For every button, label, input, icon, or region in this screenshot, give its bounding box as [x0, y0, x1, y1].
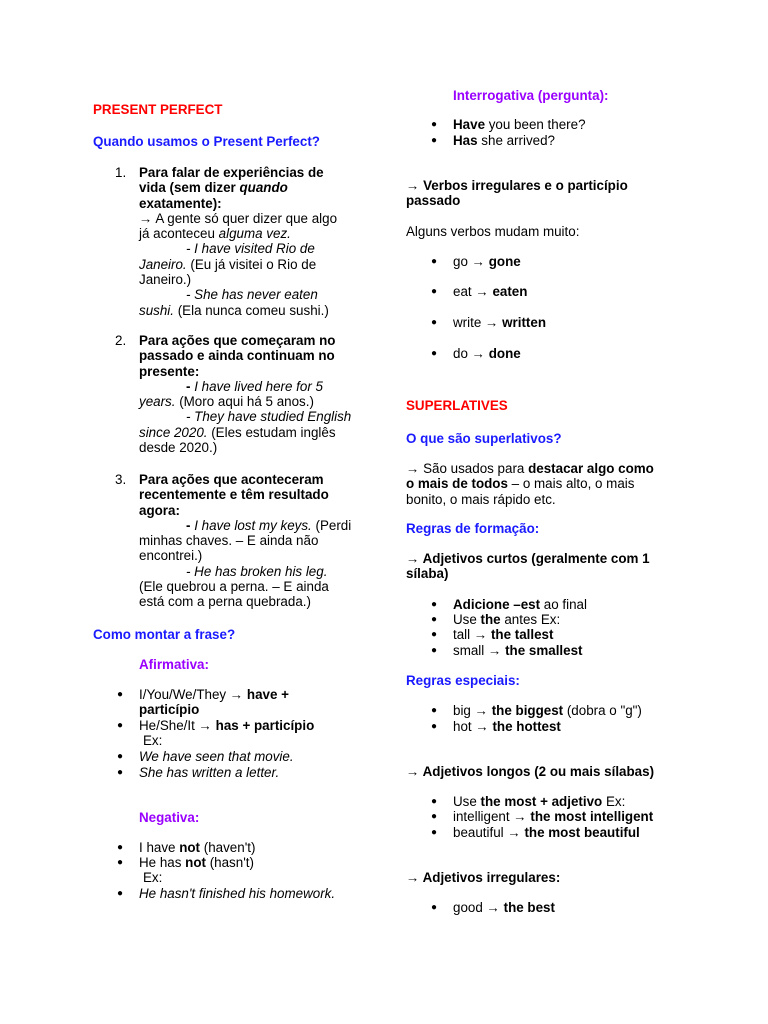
item2-example2-translation-end: desde 2020.) [139, 440, 218, 456]
irr-heading-line2: passado [406, 193, 461, 209]
curtos-line2: sílaba) [406, 566, 449, 582]
c3-bold: the tallest [490, 627, 554, 642]
s2-text: hot → [453, 719, 493, 734]
bullet-interrogativa-2 [453, 133, 555, 148]
bullet-longos-2 [453, 809, 653, 824]
c1-bold: Adicione –est [453, 597, 541, 612]
section-title-present-perfect: PRESENT PERFECT [93, 102, 223, 117]
lg3-bold: the most beautiful [524, 825, 640, 840]
superlatives-description [406, 461, 654, 507]
irregulares-heading: → Adjetivos irregulares: [406, 870, 561, 885]
s1-note: (dobra o "g") [563, 703, 642, 718]
bullet-irregulares-1 [453, 900, 555, 915]
verb-participle: written [502, 315, 547, 330]
ng3-italic: ● He hasn't finished his homework. [139, 886, 336, 901]
question-how-to-build: Como montar a frase? [93, 627, 236, 642]
c4-text: small → [453, 643, 506, 658]
verb-participle: gone [488, 254, 521, 269]
item1-example2-translation: (Ela nunca comeu sushi.) [173, 302, 329, 318]
verb-base: eat → [453, 284, 493, 299]
in1-text: you been there? [485, 117, 586, 132]
verb-participle: eaten [492, 284, 528, 299]
item3-example2-translation-end: está com a perna quebrada.) [139, 594, 311, 610]
verb-item-write [453, 315, 546, 330]
item1-example1-a: - I have visited Rio de [186, 241, 315, 257]
verb-item-eat [453, 284, 527, 299]
item2-example2-translation: (Eles estudam inglês [207, 424, 336, 440]
bullet-curtos-2 [453, 612, 560, 627]
ir1-bold: the best [503, 900, 555, 915]
bullet-curtos-1 [453, 597, 587, 612]
list-item-1 [139, 165, 379, 318]
subheading-negativa: Negativa: [139, 810, 200, 825]
item1-heading-line2: vida (sem dizer [139, 180, 240, 196]
item1-example2-b: sushi. [139, 302, 174, 318]
in1-bold: Have [453, 117, 486, 132]
item3-heading-line1: Para ações que aconteceram [139, 472, 324, 487]
in2-text: she arrived? [477, 133, 555, 148]
s1-text: big → [453, 703, 492, 718]
lg2-bold: the most intelligent [530, 809, 654, 824]
ng2-text: He has [139, 855, 186, 870]
af1-text: I/You/We/They → [139, 687, 247, 702]
irregular-intro: Alguns verbos mudam muito: [406, 224, 580, 239]
verb-participle: done [488, 346, 521, 361]
verb-base: do → [453, 346, 489, 361]
item2-heading-line1: Para ações que começaram no [139, 333, 336, 348]
item3-example1-a: I have lost my keys. [194, 517, 312, 533]
item2-example1-dash: - [186, 378, 195, 394]
question-what-are-superlatives: O que são superlativos? [406, 431, 562, 446]
bullet-negativa-3 [139, 886, 335, 901]
af1-bold: have + [246, 687, 289, 702]
item3-example2-a: - He has broken his leg. [186, 563, 328, 579]
item1-heading-line1: Para falar de experiências de [139, 165, 324, 180]
item1-heading-quando: quando [239, 180, 288, 196]
item1-heading-line3: exatamente): [139, 195, 222, 211]
item1-example1-translation-end: Janeiro.) [139, 272, 192, 288]
heading-regras-especiais: Regras especiais: [406, 673, 520, 688]
section-title-superlatives: SUPERLATIVES [406, 398, 508, 413]
item2-heading-line2: passado e ainda continuam no [139, 348, 335, 364]
lg2-text: intelligent → [453, 809, 531, 824]
bullet-curtos-4 [453, 643, 583, 658]
af2-text: He/She/It → [139, 718, 216, 733]
question-when-to-use: Quando usamos o Present Perfect? [93, 134, 320, 149]
lg1-bold: the most + adjetivo [480, 794, 603, 809]
item3-example1-translation-end: encontrei.) [139, 548, 203, 564]
s1-bold: the biggest [491, 703, 564, 718]
item3-example1-translation: minhas chaves. – E ainda não [139, 533, 319, 549]
ir1-text: good → [453, 900, 504, 915]
item1-explanation-line2: já aconteceu [139, 226, 219, 242]
verb-base: go → [453, 254, 489, 269]
ng1-paren: (haven't) [200, 840, 256, 855]
af2-bold: has + particípio [215, 718, 315, 733]
c2-text-end: antes Ex: [500, 612, 561, 627]
list-number-1: 1. [115, 165, 127, 180]
heading-adjetivos-curtos [406, 551, 650, 582]
negativa-ex-label: Ex: [143, 870, 163, 885]
c4-bold: the smallest [505, 643, 583, 658]
item3-heading-line2: recentemente e têm resultado [139, 487, 329, 503]
verb-item-do [453, 346, 521, 361]
lg3-text: beautiful → [453, 825, 525, 840]
list-item-3 [139, 472, 379, 610]
heading-regras-formacao: Regras de formação: [406, 521, 540, 536]
bullet-negativa-1 [139, 840, 255, 855]
verb-item-go [453, 254, 521, 269]
longos-heading: → Adjetivos longos (2 ou mais sílabas) [406, 764, 655, 779]
bullet-afirmativa-4 [139, 765, 279, 780]
item1-example2-a: - She has never eaten [186, 287, 318, 303]
subheading-afirmativa: Afirmativa: [139, 657, 209, 672]
bullet-afirmativa-1 [139, 687, 289, 718]
af3-italic: ● We have seen that movie. [139, 749, 294, 764]
af1-bold-cont: particípio [139, 702, 200, 718]
irr-heading-line1: → Verbos irregulares e o particípio [406, 178, 628, 193]
bullet-interrogativa-1 [453, 117, 586, 132]
item1-explanation-italic: alguma vez. [218, 226, 291, 242]
bullet-afirmativa-3 [139, 749, 294, 764]
sup-d2-text: – o mais alto, o mais [507, 476, 635, 492]
item2-heading-line3: presente: [139, 363, 200, 379]
list-number-2: 2. [115, 333, 127, 348]
item1-example1-b: Janeiro. [139, 256, 187, 272]
item3-heading-line3: agora: [139, 502, 180, 518]
c2-text: Use [453, 612, 481, 627]
item3-example2-translation: (Ele quebrou a perna. – E ainda [139, 579, 329, 595]
item2-example2-b: since 2020. [139, 424, 208, 440]
s2-bold: the hottest [492, 719, 561, 734]
item1-example1-translation: (Eu já visitei o Rio de [186, 256, 317, 272]
lg1-ex: Ex: [602, 794, 626, 809]
item1-explanation-line1: → A gente só quer dizer que algo [139, 210, 338, 226]
ng1-bold: not [179, 840, 201, 855]
item3-example1-dash: - [186, 517, 195, 533]
in2-bold: Has [453, 133, 478, 148]
heading-adjetivos-irregulares [406, 870, 560, 885]
verb-base: write → [453, 315, 503, 330]
bullet-longos-3 [453, 825, 640, 840]
item2-example1-b: years. [139, 394, 176, 410]
af4-italic: ● She has written a letter. [139, 765, 280, 780]
bullet-curtos-3 [453, 627, 553, 642]
heading-adjetivos-longos [406, 764, 654, 779]
sup-d1-bold: destacar algo como [528, 461, 654, 476]
sup-d3-text: bonito, o mais rápido etc. [406, 491, 556, 507]
bullet-negativa-2 [139, 855, 254, 870]
ng2-paren: (hasn't) [205, 855, 254, 870]
item3-example1-b: (Perdi [311, 517, 352, 533]
c1-text: ao final [540, 597, 587, 612]
c3-text: tall → [453, 627, 491, 642]
heading-irregular-verbs [406, 178, 628, 209]
list-number-3: 3. [115, 472, 127, 487]
sup-d2-bold: o mais de todos [406, 476, 508, 492]
subheading-interrogativa: Interrogativa (pergunta): [453, 88, 609, 103]
bullet-afirmativa-2 [139, 718, 314, 733]
ng1-text: I have [139, 840, 180, 855]
sup-d1-text: → São usados para [406, 461, 529, 476]
afirmativa-ex-label: Ex: [143, 733, 163, 748]
bullet-longos-1 [453, 794, 625, 809]
item2-example2-a: - They have studied English [186, 409, 352, 425]
list-item-2 [139, 333, 379, 455]
item2-example1-a: I have lived here for 5 [194, 378, 323, 394]
lg1-text: Use [453, 794, 481, 809]
item2-example1-translation: (Moro aqui há 5 anos.) [175, 394, 314, 410]
bullet-especiais-2 [453, 719, 561, 734]
ng2-bold: not [185, 855, 206, 870]
c2-bold: the [480, 612, 501, 627]
bullet-especiais-1 [453, 703, 642, 718]
curtos-line1: → Adjetivos curtos (geralmente com 1 [406, 551, 650, 566]
